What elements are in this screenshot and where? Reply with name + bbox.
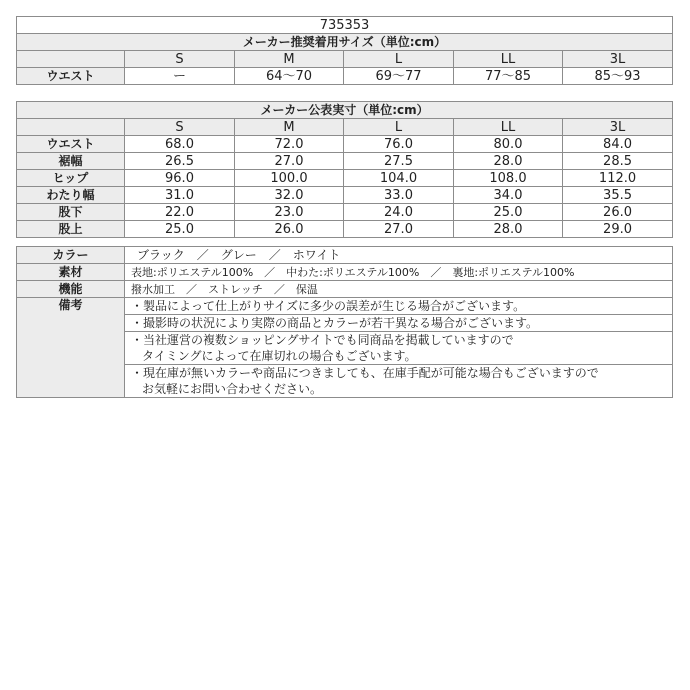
row-label: 裾幅 bbox=[17, 153, 125, 170]
actual-size-title: メーカー公表実寸（単位:cm） bbox=[17, 102, 673, 119]
table-row bbox=[17, 247, 673, 264]
table-row bbox=[17, 221, 673, 238]
cell-value: 69～77 bbox=[344, 68, 454, 85]
row-label: 股下 bbox=[17, 204, 125, 221]
empty-corner-cell bbox=[17, 51, 125, 68]
size-header: M bbox=[235, 119, 344, 136]
note-line: ・製品によって仕上がりサイズに多少の誤差が生じる場合がございます。 bbox=[131, 299, 526, 313]
note-line: ・当社運営の複数ショッピングサイトでも同商品を掲載していますので bbox=[131, 333, 514, 347]
size-header: M bbox=[235, 51, 344, 68]
size-header: S bbox=[125, 119, 235, 136]
row-label: 股上 bbox=[17, 221, 125, 238]
table-row bbox=[17, 136, 673, 153]
color-label: カラー bbox=[17, 247, 125, 264]
notes-label: 備考 bbox=[17, 298, 125, 398]
cell-value: 100.0 bbox=[235, 170, 344, 187]
note-line: ・撮影時の状況により実際の商品とカラーが若干異なる場合がございます。 bbox=[131, 316, 539, 330]
size-header: 3L bbox=[563, 119, 673, 136]
size-header: L bbox=[344, 51, 454, 68]
table-row bbox=[17, 170, 673, 187]
cell-value: 76.0 bbox=[344, 136, 454, 153]
cell-value: ー bbox=[125, 68, 235, 85]
cell-value: 77～85 bbox=[454, 68, 563, 85]
cell-value: 23.0 bbox=[235, 204, 344, 221]
cell-value: 26.0 bbox=[563, 204, 673, 221]
cell-value: 108.0 bbox=[454, 170, 563, 187]
cell-value: 80.0 bbox=[454, 136, 563, 153]
row-label: ウエスト bbox=[17, 136, 125, 153]
table-row bbox=[17, 298, 673, 315]
recommended-size-table bbox=[16, 16, 673, 85]
table-row bbox=[17, 153, 673, 170]
function-label: 機能 bbox=[17, 281, 125, 298]
cell-value: 33.0 bbox=[344, 187, 454, 204]
cell-value: 29.0 bbox=[563, 221, 673, 238]
cell-value: 25.0 bbox=[125, 221, 235, 238]
table-row bbox=[17, 204, 673, 221]
row-label: ヒップ bbox=[17, 170, 125, 187]
cell-value: 22.0 bbox=[125, 204, 235, 221]
cell-value: 32.0 bbox=[235, 187, 344, 204]
table-row bbox=[17, 264, 673, 281]
function-value: 撥水加工 ／ ストレッチ ／ 保温 bbox=[125, 281, 673, 298]
note-item bbox=[125, 332, 673, 365]
size-header: 3L bbox=[563, 51, 673, 68]
cell-value: 112.0 bbox=[563, 170, 673, 187]
product-details-table bbox=[16, 246, 673, 398]
row-label: わたり幅 bbox=[17, 187, 125, 204]
cell-value: 27.0 bbox=[344, 221, 454, 238]
cell-value: 72.0 bbox=[235, 136, 344, 153]
cell-value: 104.0 bbox=[344, 170, 454, 187]
table-row bbox=[17, 187, 673, 204]
note-line: タイミングによって在庫切れの場合もございます。 bbox=[142, 349, 417, 363]
color-value: ブラック ／ グレー ／ ホワイト bbox=[125, 247, 673, 264]
recommended-size-title: メーカー推奨着用サイズ（単位:cm） bbox=[17, 34, 673, 51]
cell-value: 25.0 bbox=[454, 204, 563, 221]
note-item bbox=[125, 365, 673, 398]
cell-value: 34.0 bbox=[454, 187, 563, 204]
note-line: ・現在庫が無いカラーや商品につきましても、在庫手配が可能な場合もございますので bbox=[131, 366, 599, 380]
cell-value: 85～93 bbox=[563, 68, 673, 85]
cell-value: 35.5 bbox=[563, 187, 673, 204]
size-header: L bbox=[344, 119, 454, 136]
material-label: 素材 bbox=[17, 264, 125, 281]
cell-value: 68.0 bbox=[125, 136, 235, 153]
cell-value: 27.5 bbox=[344, 153, 454, 170]
cell-value: 24.0 bbox=[344, 204, 454, 221]
material-value: 表地:ポリエステル100% ／ 中わた:ポリエステル100% ／ 裏地:ポリエステル100% bbox=[125, 264, 673, 281]
cell-value: 96.0 bbox=[125, 170, 235, 187]
size-header: S bbox=[125, 51, 235, 68]
cell-value: 26.0 bbox=[235, 221, 344, 238]
size-header: LL bbox=[454, 51, 563, 68]
product-code: 735353 bbox=[17, 17, 673, 34]
size-header: LL bbox=[454, 119, 563, 136]
note-item bbox=[125, 298, 673, 315]
cell-value: 28.5 bbox=[563, 153, 673, 170]
cell-value: 31.0 bbox=[125, 187, 235, 204]
note-line: お気軽にお問い合わせください。 bbox=[142, 382, 323, 396]
table-row bbox=[17, 68, 673, 85]
cell-value: 26.5 bbox=[125, 153, 235, 170]
actual-size-table bbox=[16, 101, 673, 238]
note-item bbox=[125, 315, 673, 332]
row-label: ウエスト bbox=[17, 68, 125, 85]
cell-value: 64～70 bbox=[235, 68, 344, 85]
table-row bbox=[17, 281, 673, 298]
empty-corner-cell bbox=[17, 119, 125, 136]
cell-value: 84.0 bbox=[563, 136, 673, 153]
cell-value: 28.0 bbox=[454, 221, 563, 238]
cell-value: 27.0 bbox=[235, 153, 344, 170]
cell-value: 28.0 bbox=[454, 153, 563, 170]
